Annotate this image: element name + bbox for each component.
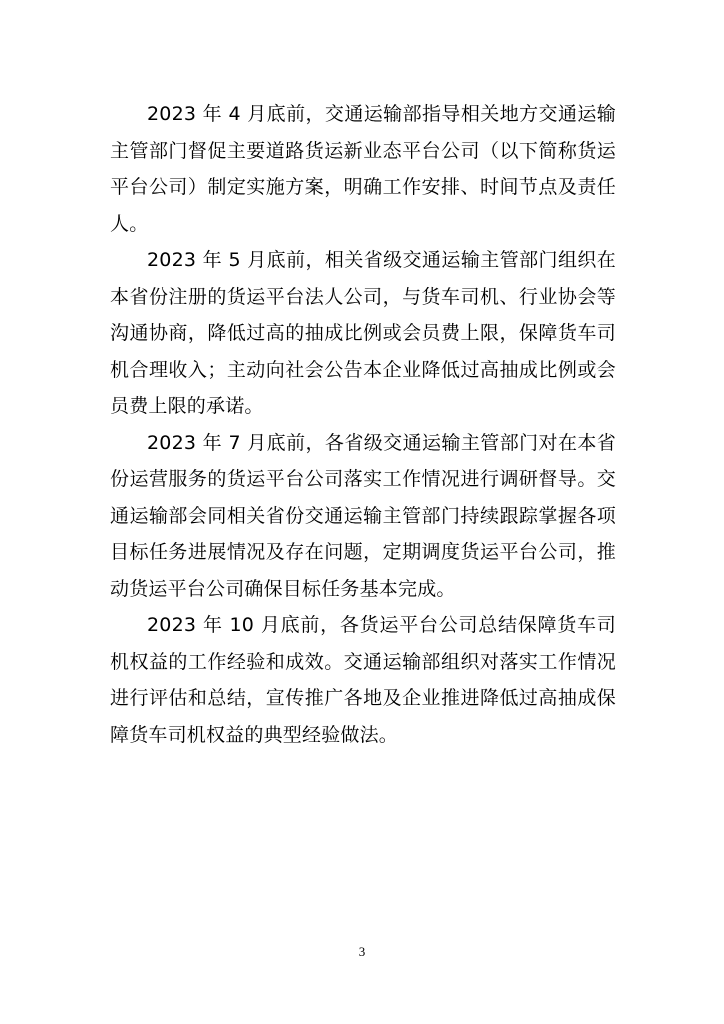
page-number: 3	[358, 944, 366, 959]
paragraph-october: 2023 年 10 月底前，各货运平台公司总结保障货车司机权益的工作经验和成效。交通运输部组织对落实工作情况进行评估和总结，宣传推广各地及企业推进降低过高抽成保障货车司机权益的典型经验做法。	[110, 614, 616, 746]
paragraph-july: 2023 年 7 月底前，各省级交通运输主管部门对在本省份运营服务的货运平台公司落实工作情况进行调研督导。交通运输部会同相关省份交通运输主管部门持续跟踪掌握各项目标任务进展情况及存在问题，定期调度货运平台公司，推动货运平台公司确保目标任务基本完成。	[110, 431, 616, 600]
document-body	[110, 96, 616, 753]
paragraph-may: 2023 年 5 月底前，相关省级交通运输主管部门组织在本省份注册的货运平台法人公司，与货车司机、行业协会等沟通协商，降低过高的抽成比例或会员费上限，保障货车司机合理收入；主动向社会公告本企业降低过高抽成比例或会员费上限的承诺。	[110, 249, 616, 417]
paragraph-april: 2023 年 4 月底前，交通运输部指导相关地方交通运输主管部门督促主要道路货运新业态平台公司（以下简称货运平台公司）制定实施方案，明确工作安排、时间节点及责任人。	[110, 103, 616, 235]
